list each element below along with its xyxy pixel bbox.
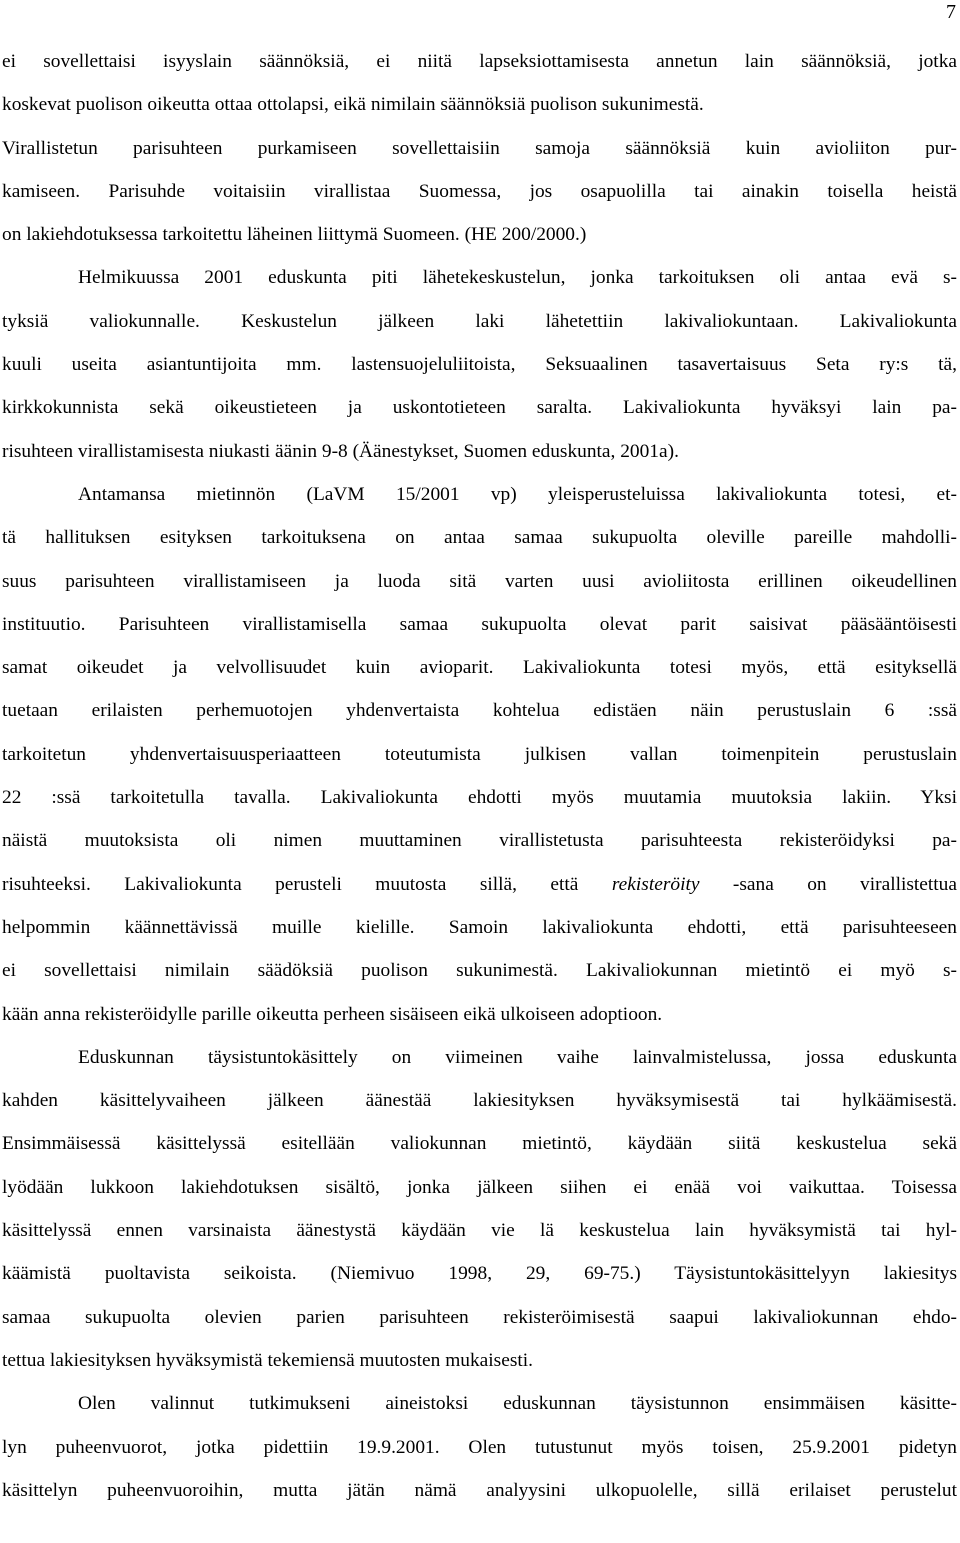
page-number: 7 (946, 1, 956, 23)
text-line: samat oikeudet ja velvollisuudet kuin avioparit. Lakivaliokunta totesi myös, että esityksellä (2, 657, 957, 679)
text-line: Olen valinnut tutkimukseni aineistoksi eduskunnan täysistunnon ensimmäisen käsitte- (78, 1393, 957, 1415)
text-line: lyödään lukkoon lakiehdotuksen sisältö, jonka jälkeen siihen ei enää voi vaikuttaa. Toisessa (2, 1176, 957, 1198)
italic-term: rekisteröity (611, 873, 700, 895)
document-body (2, 40, 957, 1512)
text-line: ei sovellettaisi nimilain säädöksiä puolison sukunimestä. Lakivaliokunnan mietintö ei myö s- (2, 960, 957, 982)
text-fragment: risuhteeksi. Lakivaliokunta perusteli muutosta sillä, että (2, 873, 579, 895)
text-line-with-italic (2, 863, 957, 906)
text-line: ei sovellettaisi isyyslain säännöksiä, ei niitä lapseksiottamisesta annetun lain säännöksiä, jotka (2, 51, 957, 72)
text-line: on lakiehdotuksessa tarkoitettu läheinen liittymä Suomeen. (HE 200/2000.) (2, 224, 587, 246)
text-line: Helmikuussa 2001 eduskunta piti lähetekeskustelun, jonka tarkoituksen oli antaa evä s- (78, 267, 957, 289)
text-line: instituutio. Parisuhteen virallistamisella samaa sukupuolta olevat parit saisivat pääsääntöisesti (2, 613, 957, 635)
text-line: Eduskunnan täysistuntokäsittely on viimeinen vaihe lainvalmistelussa, jossa eduskunta (78, 1046, 957, 1068)
text-line: kuuli useita asiantuntijoita mm. lastensuojeluliitoista, Seksuaalinen tasavertaisuus Seta ry:s tä, (2, 354, 957, 376)
text-line: näistä muutoksista oli nimen muuttaminen virallistetusta parisuhteesta rekisteröidyksi pa- (2, 830, 957, 852)
text-line: tyksiä valiokunnalle. Keskustelun jälkeen laki lähetettiin lakivaliokuntaan. Lakivaliokunta (2, 310, 957, 332)
text-line: 22 :ssä tarkoitetulla tavalla. Lakivaliokunta ehdotti myös muutamia muutoksia lakiin. Yksi (2, 787, 957, 809)
paragraph-5 (2, 1382, 957, 1512)
text-line: koskevat puolison oikeutta ottaa ottolapsi, eikä nimilain säännöksiä puolison sukunimestä. (2, 94, 704, 116)
paragraph-1 (2, 40, 957, 256)
text-line: kahden käsittelyvaiheen jälkeen äänestää lakiesityksen hyväksymisestä tai hylkäämisestä. (2, 1090, 957, 1112)
text-line: Virallistetun parisuhteen purkamiseen sovellettaisiin samoja säännöksiä kuin avioliiton pur- (2, 137, 957, 159)
text-line: käsittelyssä ennen varsinaista äänestystä käydään vie lä keskustelua lain hyväksymistä tai hyl- (2, 1220, 957, 1242)
paragraph-2 (2, 256, 957, 472)
paragraph-3 (2, 473, 957, 1036)
text-fragment: -sana on virallistettua (732, 873, 957, 895)
text-line: käsittelyn puheenvuoroihin, mutta jätän nämä analyysini ulkopuolelle, sillä erilaiset perustelut (2, 1479, 957, 1501)
text-line: helpommin käännettävissä muille kielille. Samoin lakivaliokunta ehdotti, että parisuhteeseen (2, 916, 957, 938)
text-line: lyn puheenvuorot, jotka pidettiin 19.9.2001. Olen tutustunut myös toisen, 25.9.2001 pidetyn (2, 1436, 957, 1458)
text-line: käämistä puoltavista seikoista. (Niemivuo 1998, 29, 69-75.) Täysistuntokäsittelyyn lakiesitys (2, 1263, 957, 1285)
text-line: samaa sukupuolta olevien parien parisuhteen rekisteröimisestä saapui lakivaliokunnan ehdo- (2, 1306, 957, 1328)
text-line: kamiseen. Parisuhde voitaisiin virallistaa Suomessa, jos osapuolilla tai ainakin toisella heistä (2, 180, 957, 202)
text-line: tarkoitetun yhdenvertaisuusperiaatteen toteutumista julkisen vallan toimenpitein perustuslain (2, 743, 957, 765)
text-line: kirkkokunnista sekä oikeustieteen ja uskontotieteen saralta. Lakivaliokunta hyväksyi lain pa- (2, 397, 957, 419)
text-line: tuetaan erilaisten perhemuotojen yhdenvertaista kohtelua edistäen näin perustuslain 6 :ssä (2, 700, 957, 722)
text-line: suus parisuhteen virallistamiseen ja luoda sitä varten uusi avioliitosta erillinen oikeudellinen (2, 570, 957, 592)
text-line: Ensimmäisessä käsittelyssä esitellään valiokunnan mietintö, käydään siitä keskustelua sekä (2, 1133, 957, 1155)
paragraph-4 (2, 1036, 957, 1382)
text-line: kään anna rekisteröidylle parille oikeutta perheen sisäiseen eikä ulkoiseen adoptioon. (2, 1003, 663, 1025)
text-line: risuhteen virallistamisesta niukasti äänin 9-8 (Äänestykset, Suomen eduskunta, 2001a). (2, 440, 679, 462)
text-line: tettua lakiesityksen hyväksymistä tekemiensä muutosten mukaisesti. (2, 1349, 533, 1371)
text-line: Antamansa mietinnön (LaVM 15/2001 vp) yleisperusteluissa lakivaliokunta totesi, et- (78, 483, 957, 505)
text-line: tä hallituksen esityksen tarkoituksena on antaa samaa sukupuolta oleville pareille mahdolli- (2, 527, 957, 549)
